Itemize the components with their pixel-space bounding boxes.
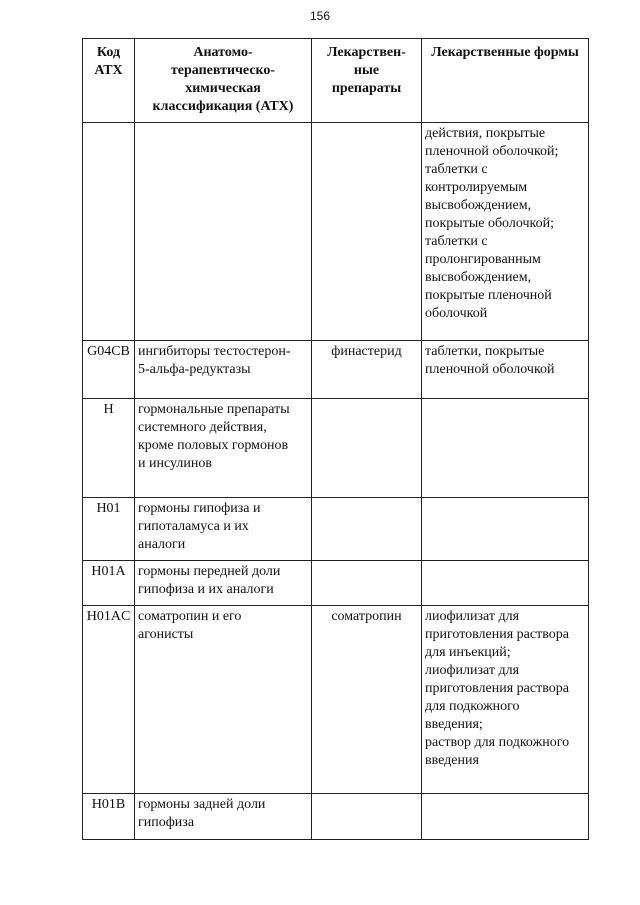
cell-drug — [312, 498, 422, 561]
table-row — [83, 794, 589, 840]
header-code: Код АТХ — [83, 39, 135, 123]
cell-classification: гормоны гипофиза и гипоталамуса и их аналоги — [135, 498, 312, 561]
cell-forms — [422, 561, 589, 606]
table-header-row — [83, 39, 589, 123]
cell-forms — [422, 399, 589, 498]
cell-code — [83, 123, 135, 341]
cell-forms: действия, покрытые пленочной оболочкой; таблетки с контролируемым высвобождением, покрытые оболочкой; таблетки с пролонгированным высвобождением, покрытые пленочной оболочкой — [422, 123, 589, 341]
cell-code: H01 — [83, 498, 135, 561]
table-row — [83, 498, 589, 561]
cell-drug: финастерид — [312, 341, 422, 399]
cell-classification: соматропин и его агонисты — [135, 606, 312, 794]
table-row — [83, 561, 589, 606]
page-number: 156 — [309, 9, 331, 23]
cell-classification: гормональные препараты системного действия, кроме половых гормонов и инсулинов — [135, 399, 312, 498]
header-drugs: Лекарствен- ные препараты — [312, 39, 422, 123]
cell-drug — [312, 794, 422, 840]
cell-code: H — [83, 399, 135, 498]
cell-classification — [135, 123, 312, 341]
header-forms: Лекарственные формы — [422, 39, 589, 123]
cell-drug — [312, 561, 422, 606]
table-row — [83, 606, 589, 794]
cell-code: H01B — [83, 794, 135, 840]
cell-code: G04CB — [83, 341, 135, 399]
cell-forms — [422, 498, 589, 561]
cell-code: H01A — [83, 561, 135, 606]
cell-drug — [312, 123, 422, 341]
atx-table — [82, 38, 589, 840]
table-row — [83, 399, 589, 498]
cell-classification: гормоны задней доли гипофиза — [135, 794, 312, 840]
table-row — [83, 123, 589, 341]
cell-code: H01AC — [83, 606, 135, 794]
cell-forms: таблетки, покрытые пленочной оболочкой — [422, 341, 589, 399]
cell-forms: лиофилизат для приготовления раствора для инъекций; лиофилизат для приготовления раствора для подкожного введения; раствор для подкожного введения — [422, 606, 589, 794]
cell-forms — [422, 794, 589, 840]
cell-drug — [312, 399, 422, 498]
table-row — [83, 341, 589, 399]
cell-classification: ингибиторы тестостерон- 5-альфа-редуктазы — [135, 341, 312, 399]
cell-drug: соматропин — [312, 606, 422, 794]
header-classification: Анатомо- терапевтическо- химическая классификация (АТХ) — [135, 39, 312, 123]
cell-classification: гормоны передней доли гипофиза и их аналоги — [135, 561, 312, 606]
